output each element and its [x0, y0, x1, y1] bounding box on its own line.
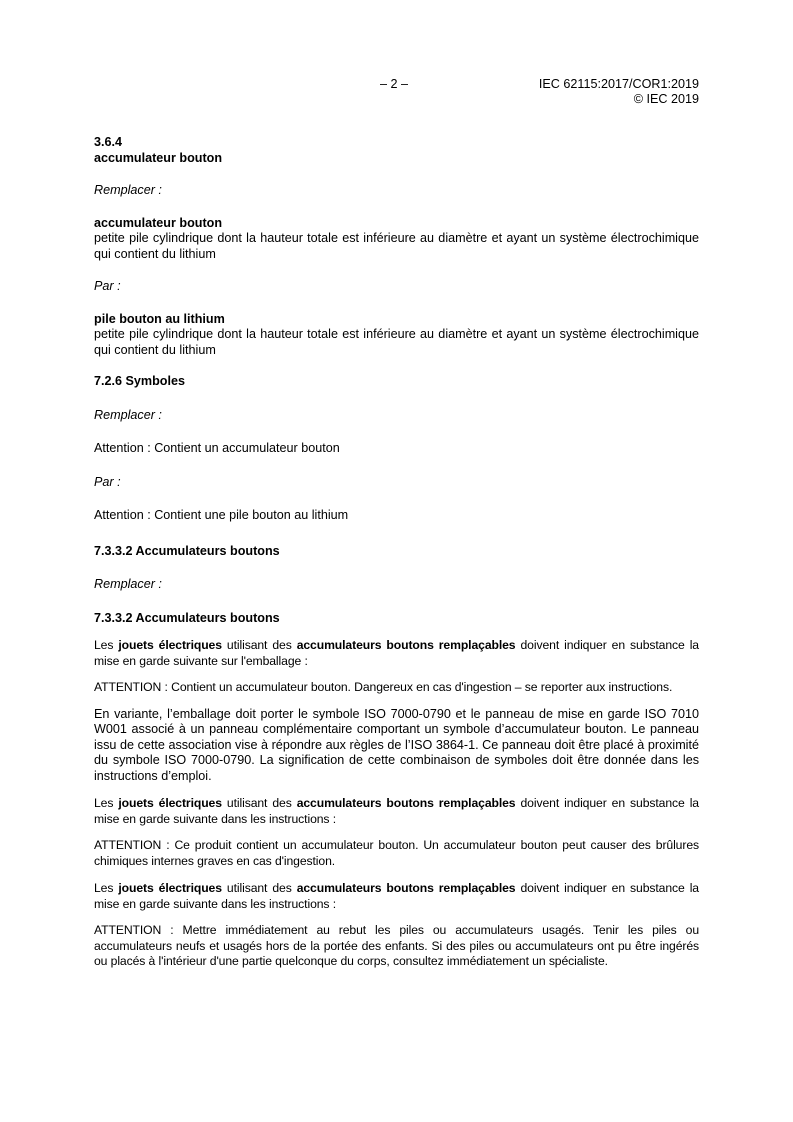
old-term: accumulateur bouton — [94, 215, 223, 230]
warning-note: ATTENTION : Ce produit contient un accumulateur bouton. Un accumulateur bouton peut causer des brûlures chimiques internes graves en cas d'ingestion. — [94, 838, 699, 868]
copyright: © IEC 2019 — [633, 92, 699, 106]
by-label: Par : — [94, 279, 121, 293]
paragraph — [94, 796, 699, 827]
term-bold: accumulateurs boutons remplaçables — [296, 638, 516, 652]
paragraph — [94, 881, 699, 912]
replace-label: Remplacer : — [94, 407, 162, 422]
text: Les — [94, 796, 119, 810]
paragraph: En variante, l’emballage doit porter le symbole ISO 7000-0790 et le panneau de mise en garde ISO 7010 W001 associé à un panneau complémentaire comportant un symbole d’accumulateur bouton. Le panneau issu de cette association vise à répondre aux règles de l’ISO 3864-1. Ce panneau doit être placé à proximité du symbole ISO 7000-0790. La signification de cette combinaison de symboles doit être donnée dans les instructions d’emploi. — [94, 706, 699, 783]
term-bold: jouets électriques — [118, 881, 222, 895]
document-body — [94, 135, 699, 970]
new-definition: petite pile cylindrique dont la hauteur totale est inférieure au diamètre et ayant un système électrochimique qui contient du lithium — [94, 327, 699, 357]
text: doivent indiquer en substance la mise en garde suivante sur l'emballage : — [94, 638, 699, 668]
term-bold: jouets électriques — [118, 796, 222, 810]
term-bold: accumulateurs boutons remplaçables — [296, 796, 516, 810]
text: doivent indiquer en substance la mise en garde suivante dans les instructions : — [94, 796, 699, 826]
document-reference — [539, 77, 699, 107]
text: utilisant des — [221, 796, 297, 810]
clause-title: accumulateur bouton — [94, 150, 223, 165]
by-label: Par : — [94, 474, 121, 489]
section-title: 7.3.3.2 Accumulateurs boutons — [94, 543, 280, 558]
text: utilisant des — [221, 881, 297, 895]
text: Les — [94, 881, 119, 895]
clause-number: 3.6.4 — [94, 135, 123, 149]
doc-ref: IEC 62115:2017/COR1:2019 — [538, 77, 699, 91]
replace-label: Remplacer : — [94, 577, 162, 591]
section-title: 7.2.6 Symboles — [94, 374, 186, 388]
warning-note: ATTENTION : Mettre immédiatement au rebut les piles ou accumulateurs usagés. Tenir les piles ou accumulateurs neufs et usagés hors de la portée des enfants. Si des piles ou accumulateurs ont pu être ingérés ou placés à l'intérieur d'une partie quelconque du corps, consultez immédiatement un spécialiste. — [94, 923, 699, 968]
text: utilisant des — [221, 638, 297, 652]
term-bold: jouets électriques — [118, 638, 222, 652]
new-term: pile bouton au lithium — [94, 311, 225, 326]
term-bold: accumulateurs boutons remplaçables — [296, 881, 516, 895]
text: Les — [94, 638, 119, 652]
old-definition: petite pile cylindrique dont la hauteur totale est inférieure au diamètre et ayant un système électrochimique qui contient du lithium — [94, 231, 699, 261]
new-text: Attention : Contient une pile bouton au lithium — [94, 508, 349, 522]
old-text: Attention : Contient un accumulateur bouton — [94, 441, 340, 455]
replace-label: Remplacer : — [94, 183, 162, 197]
paragraph — [94, 638, 699, 669]
text: doivent indiquer en substance la mise en garde suivante dans les instructions : — [94, 881, 699, 911]
warning-note: ATTENTION : Contient un accumulateur bouton. Dangereux en cas d'ingestion – se reporter aux instructions. — [94, 680, 673, 694]
section-title-replacement: 7.3.3.2 Accumulateurs boutons — [94, 610, 280, 625]
page-number: – 2 – — [380, 77, 409, 91]
